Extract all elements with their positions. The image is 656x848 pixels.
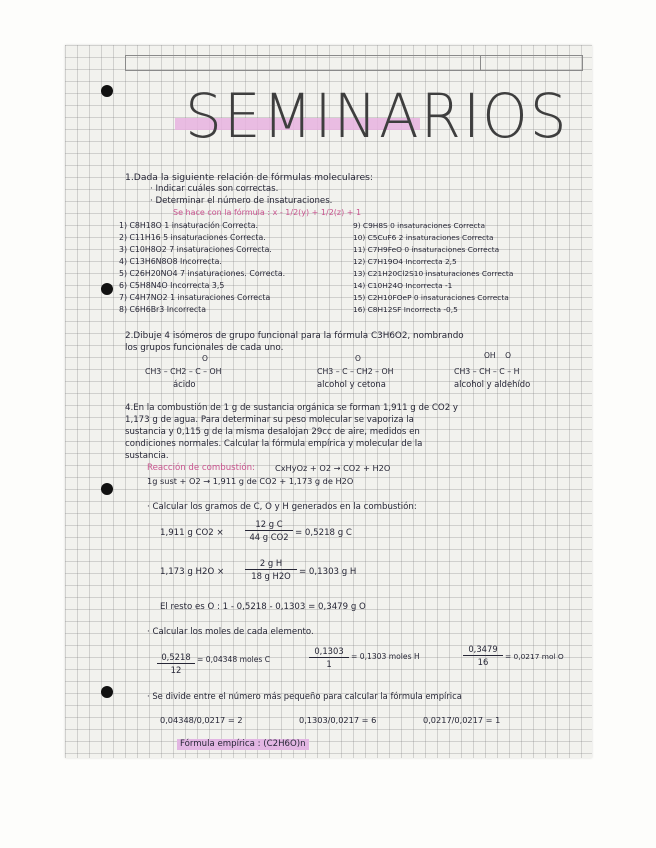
list-item: 2) C11H16 5 insaturaciones Correcta.	[119, 233, 266, 242]
hydrogen-result: = 0,1303 g H	[299, 567, 357, 577]
carbon-factor	[245, 519, 293, 542]
list-item: 9) C9H8S 0 insaturaciones Correcta	[353, 221, 485, 230]
isomer-label: alcohol y aldehído	[454, 379, 531, 389]
fraction-denominator: 12	[170, 665, 182, 675]
reaction-label: Reacción de combustión:	[147, 463, 255, 473]
list-item: 5) C26H20NO4 7 insaturaciones. Correcta.	[119, 269, 286, 278]
isomer-label: alcohol y cetona	[317, 379, 386, 389]
isomer-formula: CH3 – C – CH2 – OH	[317, 367, 394, 376]
fraction-denominator: 1	[326, 659, 332, 669]
moles-hydrogen-fraction	[309, 646, 349, 669]
list-item: 6) C5H8N4O Incorrecta 3,5	[119, 281, 225, 290]
q4-statement: 1,173 g de agua. Para determinar su peso molecular se vaporiza la	[125, 415, 414, 425]
isomer-formula: CH3 – CH2 – C – OH	[145, 367, 222, 376]
list-item: 13) C21H20Cl2S10 insaturaciones Correcta	[353, 269, 514, 278]
fraction-denominator: 18 g H2O	[251, 571, 291, 581]
moles-oxygen-result: = 0,0217 mol O	[505, 652, 564, 661]
isomer-oxygen: O	[355, 354, 361, 363]
q1-bullet: · Indicar cuáles son correctas.	[150, 184, 279, 194]
q2-heading: los grupos funcionales de cada uno.	[125, 343, 284, 353]
isomer-formula: CH3 – CH – C – H	[454, 367, 520, 376]
carbon-lhs: 1,911 g CO2 ×	[160, 528, 224, 538]
fraction-numerator: 12 g C	[245, 519, 293, 531]
list-item: 1) C8H18O 1 insaturación Correcta.	[119, 221, 259, 230]
step-heading: · Calcular los moles de cada elemento.	[147, 627, 314, 637]
division-carbon: 0,04348/0,0217 = 2	[160, 715, 243, 725]
hydrogen-lhs: 1,173 g H2O ×	[160, 567, 225, 577]
q4-statement: 4.En la combustión de 1 g de sustancia orgánica se forman 1,911 g de CO2 y	[125, 403, 458, 413]
formula-note: Se hace con la fórmula : x - 1/2(y) + 1/2(z) + 1	[173, 208, 362, 217]
list-item: 4) C13H6N8O8 Incorrecta.	[119, 257, 222, 266]
oxygen-rest: El resto es O : 1 - 0,5218 - 0,1303 = 0,3479 g O	[160, 602, 366, 612]
fraction-denominator: 16	[477, 657, 489, 667]
isomer-oxygen: OH O	[484, 351, 511, 360]
list-item: 14) C10H24O Incorrecta -1	[353, 281, 453, 290]
step-heading: · Se divide entre el número más pequeño para calcular la fórmula empírica	[147, 691, 462, 701]
q4-statement: sustancia.	[125, 451, 169, 461]
notebook-page	[65, 45, 592, 758]
step-heading: · Calcular los gramos de C, O y H generados en la combustión:	[147, 502, 417, 512]
binder-hole	[101, 85, 113, 97]
reaction-equation: CxHyOz + O2 → CO2 + H2O	[275, 463, 391, 473]
q4-statement: sustancia y 0,115 g de la misma desalojan 29cc de aire, medidos en	[125, 427, 420, 437]
fraction-numerator: 0,1303	[309, 646, 349, 658]
list-item: 10) C5CuF6 2 insaturaciones Correcta	[353, 233, 494, 242]
list-item: 11) C7H9FeO 0 insaturaciones Correcta	[353, 245, 500, 254]
moles-hydrogen-result: = 0,1303 moles H	[351, 652, 420, 661]
moles-oxygen-fraction	[463, 644, 503, 667]
q4-statement: condiciones normales. Calcular la fórmula empírica y molecular de la	[125, 439, 423, 449]
isomer-oxygen: O	[202, 354, 208, 363]
q2-heading: 2.Dibuje 4 isómeros de grupo funcional para la fórmula C3H6O2, nombrando	[125, 331, 464, 341]
division-hydrogen: 0,1303/0,0217 = 6	[299, 715, 377, 725]
list-item: 12) C7H19O4 Incorrecta 2,5	[353, 257, 457, 266]
list-item: 7) C4H7NO2 1 insaturaciones Correcta	[119, 293, 271, 302]
page-title: SEMINARIOS	[185, 80, 569, 152]
list-item: 15) C2H10FOeP 0 insaturaciones Correcta	[353, 293, 509, 302]
fraction-numerator: 0,3479	[463, 644, 503, 656]
list-item: 3) C10H8O2 7 insaturaciones Correcta.	[119, 245, 272, 254]
carbon-result: = 0,5218 g C	[295, 528, 352, 538]
reaction-masses: 1g sust + O2 → 1,911 g de CO2 + 1,173 g de H2O	[147, 476, 354, 486]
q1-bullet: · Determinar el número de insaturaciones.	[150, 196, 333, 206]
binder-hole	[101, 686, 113, 698]
header-box	[125, 55, 583, 71]
empirical-formula: Fórmula empírica : (C2H6O)n	[177, 739, 309, 750]
list-item: 16) C8H12SF Incorrecta -0,5	[353, 305, 458, 314]
moles-carbon-fraction	[157, 652, 195, 675]
binder-hole	[101, 483, 113, 495]
fraction-numerator: 0,5218	[157, 652, 195, 664]
division-oxygen: 0,0217/0,0217 = 1	[423, 715, 501, 725]
fraction-numerator: 2 g H	[245, 558, 297, 570]
hydrogen-factor	[245, 558, 297, 581]
q1-heading: 1.Dada la siguiente relación de fórmulas moleculares:	[125, 172, 374, 183]
fraction-denominator: 44 g CO2	[249, 532, 289, 542]
moles-carbon-result: = 0,04348 moles C	[197, 655, 271, 664]
binder-hole	[101, 283, 113, 295]
list-item: 8) C6H6Br3 Incorrecta	[119, 305, 207, 314]
isomer-label: ácido	[173, 379, 196, 389]
